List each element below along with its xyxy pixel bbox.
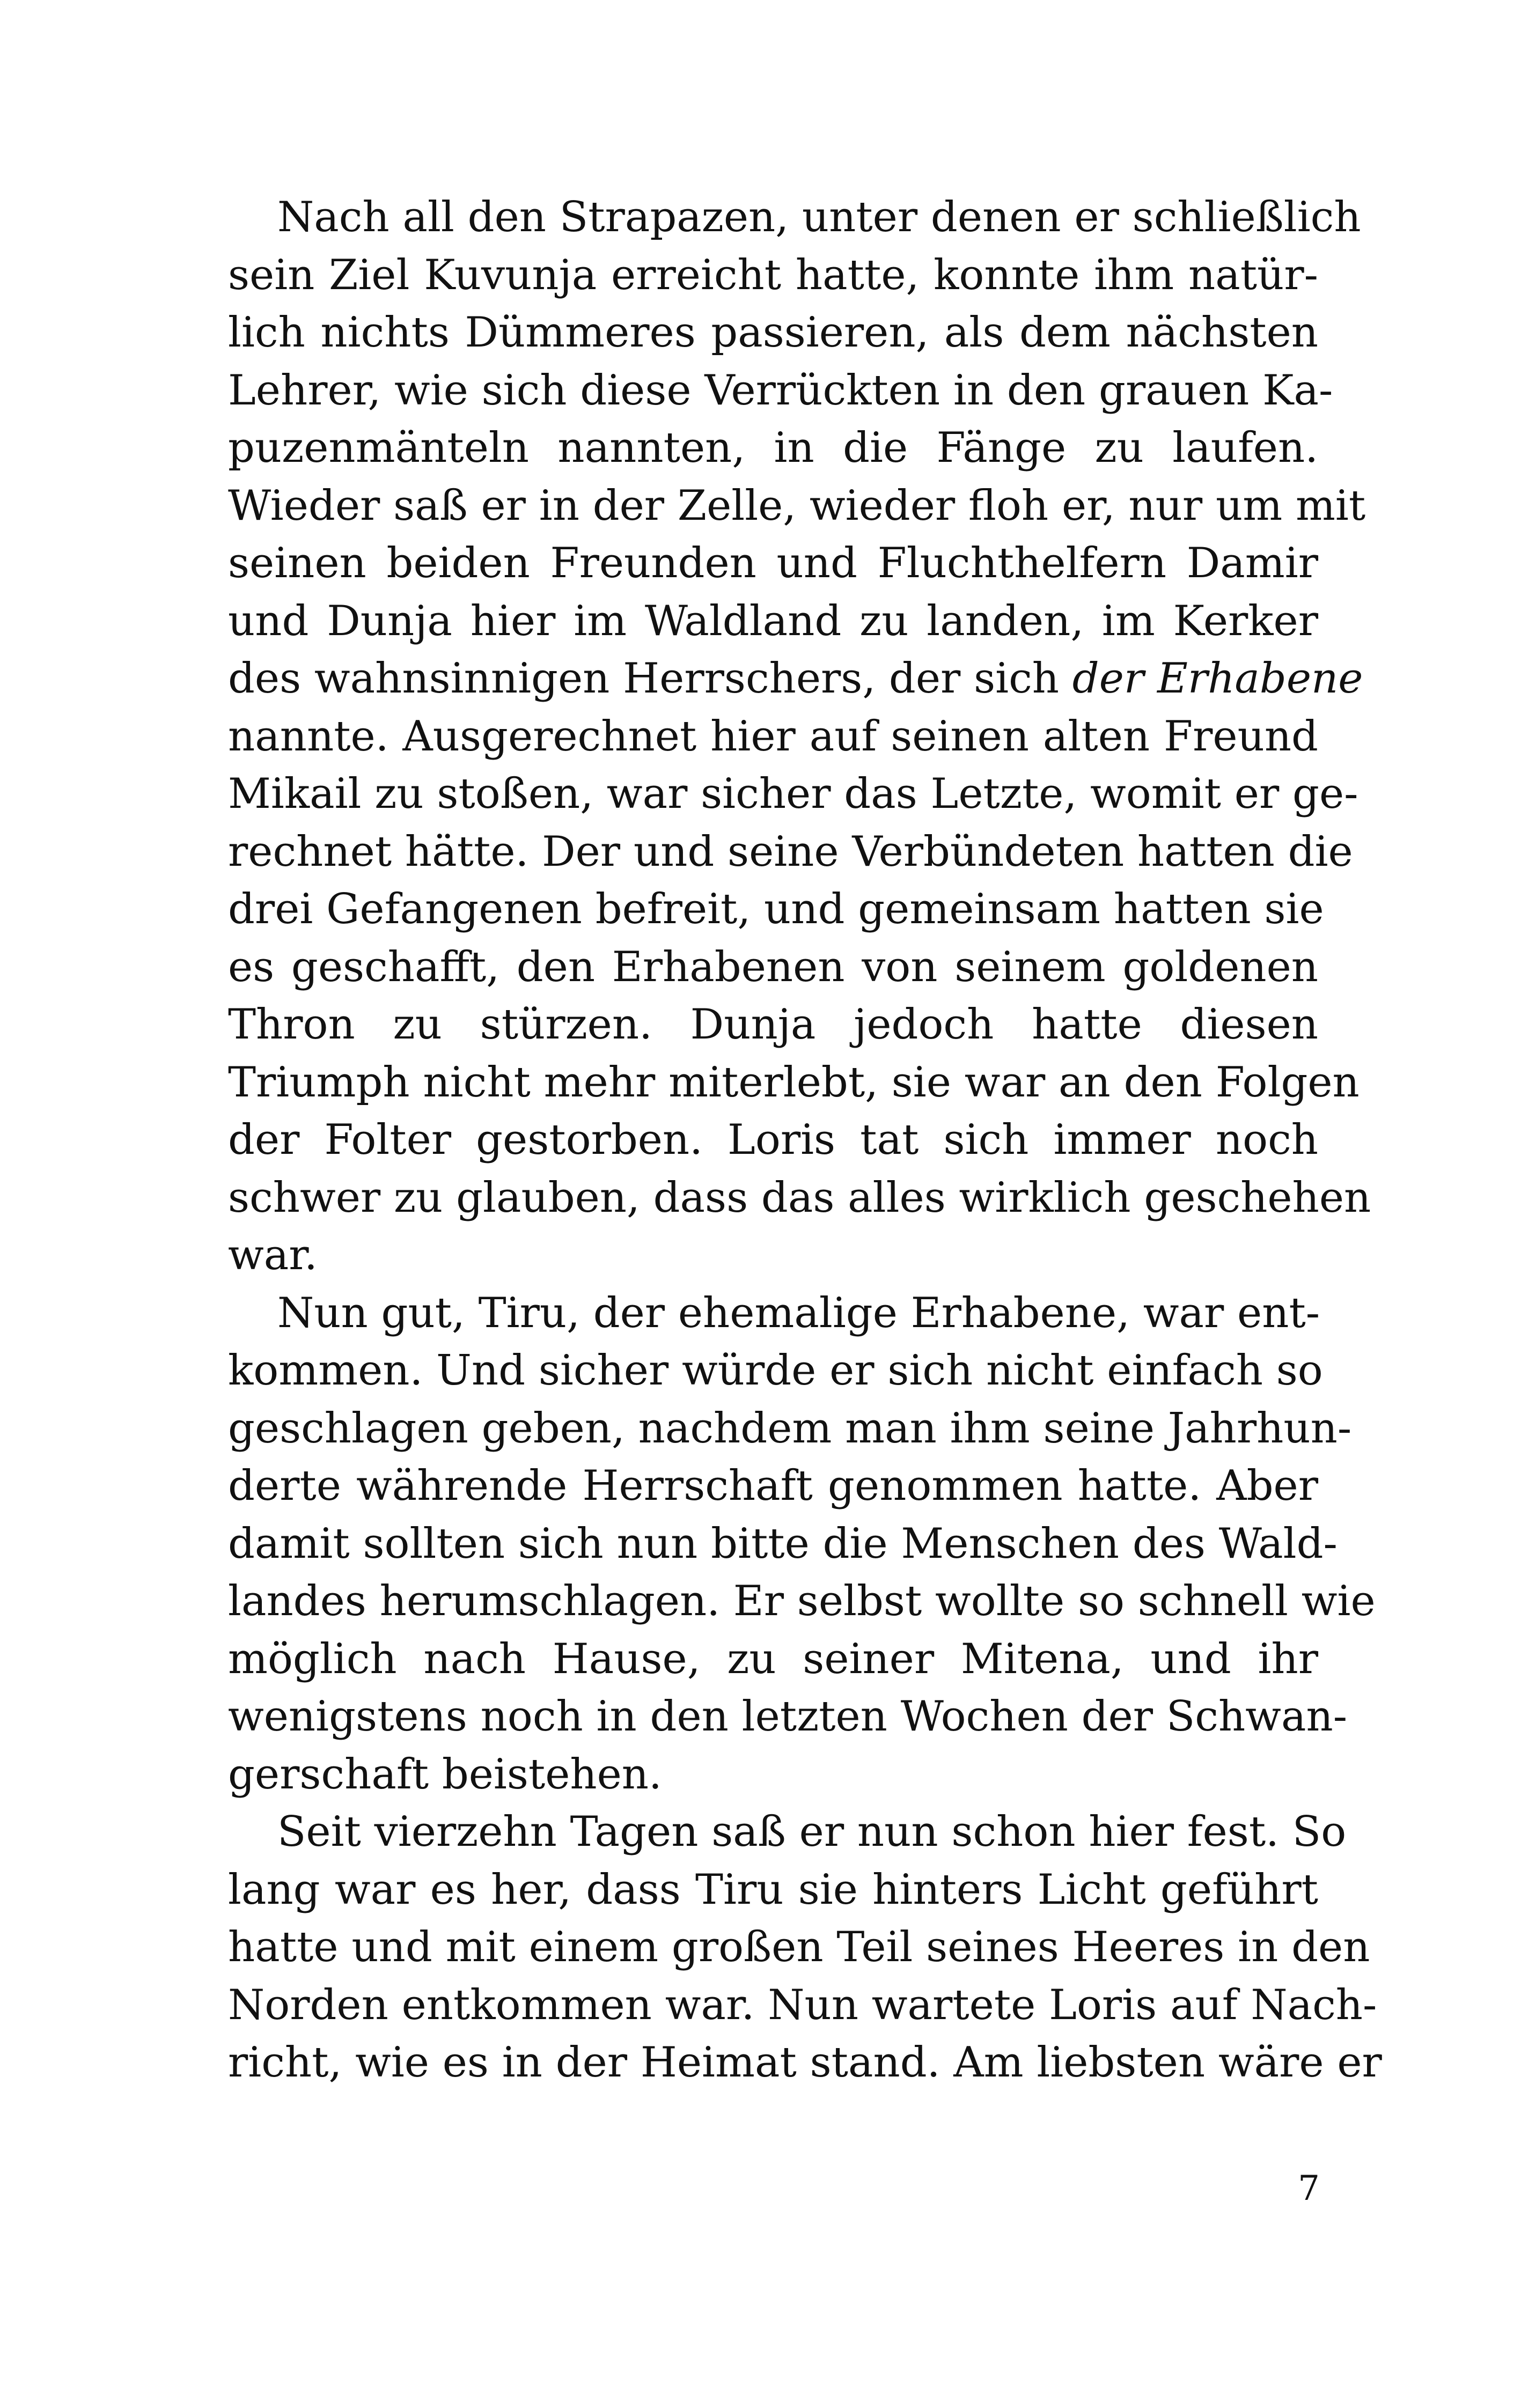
text-line: Nach all den Strapazen, unter denen er schließlich	[277, 193, 1361, 241]
text-line: Nun gut, Tiru, der ehemalige Erhabene, war ent-	[277, 1288, 1320, 1337]
text-line: Norden entkommen war. Nun wartete Loris auf Nach-	[228, 1980, 1377, 2029]
text-line: Mikail zu stoßen, war sicher das Letzte, womit er ge-	[228, 770, 1358, 818]
text-line: seinen beiden Freunden und Fluchthelfern Damir	[228, 539, 1318, 587]
text-line: der Folter gestorben. Loris tat sich immer noch	[228, 1116, 1318, 1164]
text-line: des wahnsinnigen Herrschers, der sich der Erhabene	[228, 654, 1363, 703]
text-line: geschlagen geben, nachdem man ihm seine Jahrhun-	[228, 1404, 1352, 1453]
text-line: Wieder saß er in der Zelle, wieder floh er, nur um mit	[228, 481, 1366, 530]
text-line: kommen. Und sicher würde er sich nicht einfach so	[228, 1346, 1323, 1395]
text-line: sein Ziel Kuvunja erreicht hatte, konnte ihm natür-	[228, 251, 1318, 299]
text-line: Seit vierzehn Tagen saß er nun schon hier fest. So	[277, 1808, 1347, 1856]
text-line: und Dunja hier im Waldland zu landen, im Kerker	[228, 597, 1318, 645]
text-line: rechnet hätte. Der und seine Verbündeten hatten die	[228, 827, 1353, 876]
text-line: hatte und mit einem großen Teil seines Heeres in den	[228, 1923, 1370, 1971]
paragraph-1	[228, 189, 1371, 1285]
text-line: war.	[228, 1231, 318, 1279]
text-line: gerschaft beistehen.	[228, 1750, 662, 1799]
text-line: es geschafft, den Erhabenen von seinem goldenen	[228, 942, 1318, 991]
text-line: Thron zu stürzen. Dunja jedoch hatte diesen	[228, 1000, 1318, 1049]
text-line: lang war es her, dass Tiru sie hinters Licht geführt	[228, 1865, 1318, 1914]
text-line: damit sollten sich nun bitte die Menschen des Wald-	[228, 1519, 1338, 1568]
page-number: 7	[1298, 2169, 1320, 2208]
paragraph-3	[228, 1803, 1382, 2092]
emphasis-text: der Erhabene	[1072, 654, 1363, 703]
text-line: Lehrer, wie sich diese Verrückten in den grauen Ka-	[228, 366, 1333, 415]
text-line: schwer zu glauben, dass das alles wirklich geschehen	[228, 1173, 1371, 1222]
text-line: landes herumschlagen. Er selbst wollte so schnell wie	[228, 1577, 1376, 1625]
text-line: derte währende Herrschaft genommen hatte. Aber	[228, 1462, 1318, 1510]
text-line: richt, wie es in der Heimat stand. Am liebsten wäre er	[228, 2038, 1382, 2087]
text-line: möglich nach Hause, zu seiner Mitena, und ihr	[228, 1634, 1318, 1683]
paragraph-2	[228, 1285, 1376, 1804]
text-line: lich nichts Dümmeres passieren, als dem nächsten	[228, 308, 1318, 357]
text-line: wenigstens noch in den letzten Wochen der Schwan-	[228, 1692, 1348, 1741]
text-line: Triumph nicht mehr miterlebt, sie war an den Folgen	[228, 1058, 1360, 1107]
body-text	[228, 189, 1382, 2092]
text-line: nannte. Ausgerechnet hier auf seinen alten Freund	[228, 712, 1318, 761]
text-line: puzenmänteln nannten, in die Fänge zu laufen.	[228, 424, 1318, 472]
text-line: drei Gefangenen befreit, und gemeinsam hatten sie	[228, 885, 1324, 933]
